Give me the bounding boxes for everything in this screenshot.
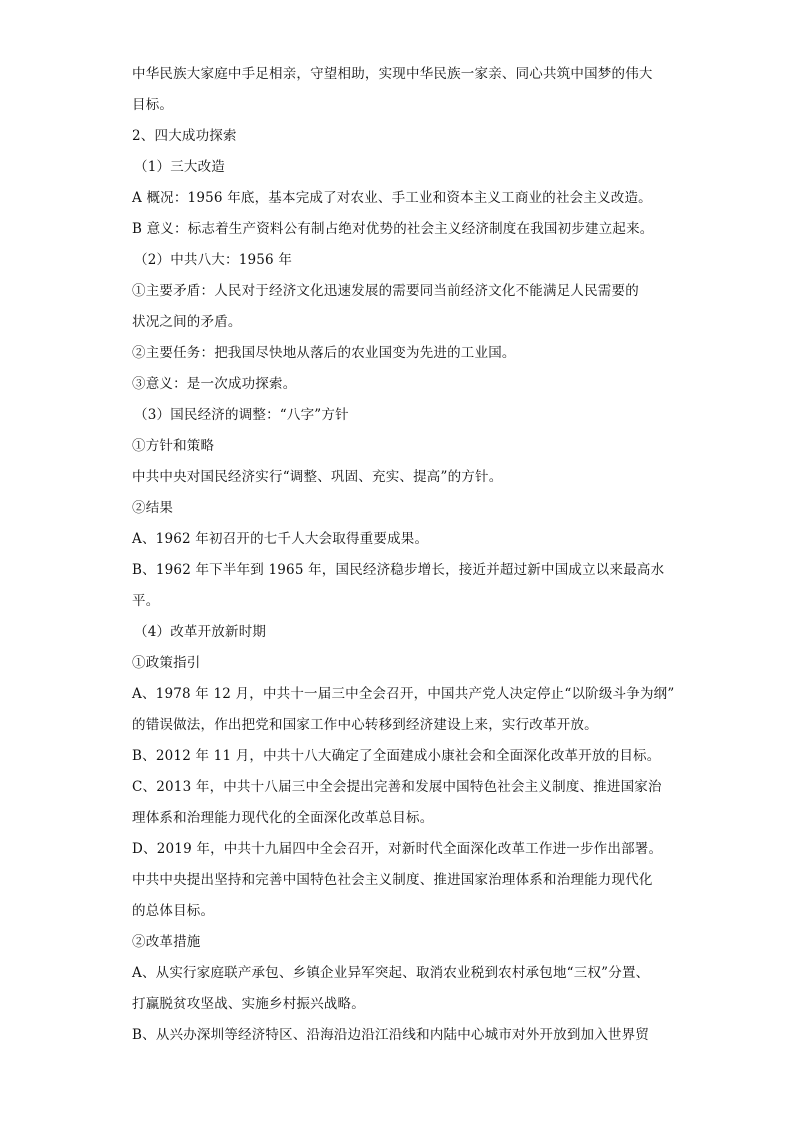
subsection-heading: （4）改革开放新时期 (134, 624, 267, 640)
text-line: C、2013 年，中共十八届三中全会提出完善和发展中国特色社会主义制度、推进国家治 (132, 779, 662, 795)
text-line: B、2012 年 11 月，中共十八大确定了全面建成小康社会和全面深化改革开放的目标。 (132, 748, 661, 764)
text-line: 的错误做法，作出把党和国家工作中心转移到经济建设上来，实行改革开放。 (132, 717, 598, 733)
text-line: ②改革措施 (132, 934, 201, 950)
text-line: ③意义：是一次成功探索。 (132, 376, 297, 392)
text-line: 中共中央对国民经济实行“调整、巩固、充实、提高”的方针。 (132, 469, 503, 485)
text-line: 中共中央提出坚持和完善中国特色社会主义制度、推进国家治理体系和治理能力现代化 (132, 872, 653, 888)
text-line: 平。 (132, 593, 160, 609)
text-line: ②主要任务：把我国尽快地从落后的农业国变为先进的工业国。 (132, 345, 516, 361)
text-line: B、从兴办深圳等经济特区、沿海沿边沿江沿线和内陆中心城市对外开放到加入世界贸 (132, 1027, 650, 1043)
text-line: A、1978 年 12 月，中共十一届三中全会召开，中国共产党人决定停止“以阶级斗争为纲” (132, 686, 675, 702)
text-line: 目标。 (132, 97, 174, 113)
text-line: 理体系和治理能力现代化的全面深化改革总目标。 (132, 810, 434, 826)
document-body (132, 62, 675, 1054)
text-line: A、从实行家庭联产承包、乡镇企业异军突起、取消农业税到农村承包地“三权”分置、 (132, 965, 650, 981)
text-line: ②结果 (132, 500, 174, 516)
text-line: 状况之间的矛盾。 (132, 314, 242, 330)
text-line: B 意义：标志着生产资料公有制占绝对优势的社会主义经济制度在我国初步建立起来。 (132, 221, 654, 237)
subsection-heading: （1）三大改造 (134, 159, 225, 175)
text-line: ①政策指引 (132, 655, 201, 671)
text-line: ①主要矛盾：人民对于经济文化迅速发展的需要同当前经济文化不能满足人民需要的 (132, 283, 639, 299)
section-heading: 2、四大成功探索 (132, 128, 237, 144)
text-line: 的总体目标。 (132, 903, 215, 919)
subsection-heading: （2）中共八大：1956 年 (134, 252, 293, 268)
text-line: 打赢脱贫攻坚战、实施乡村振兴战略。 (132, 996, 365, 1012)
text-line: D、2019 年，中共十九届四中全会召开，对新时代全面深化改革工作进一步作出部署。 (132, 841, 663, 857)
text-line: 中华民族大家庭中手足相亲，守望相助，实现中华民族一家亲、同心共筑中国梦的伟大 (132, 66, 653, 82)
text-line: ①方针和策略 (132, 438, 215, 454)
text-line: A、1962 年初召开的七千人大会取得重要成果。 (132, 531, 429, 547)
text-line: A 概况：1956 年底，基本完成了对农业、手工业和资本主义工商业的社会主义改造。 (132, 190, 652, 206)
text-line: B、1962 年下半年到 1965 年，国民经济稳步增长，接近并超过新中国成立以来最高水 (132, 562, 665, 578)
subsection-heading: （3）国民经济的调整：“八字”方针 (134, 407, 349, 423)
